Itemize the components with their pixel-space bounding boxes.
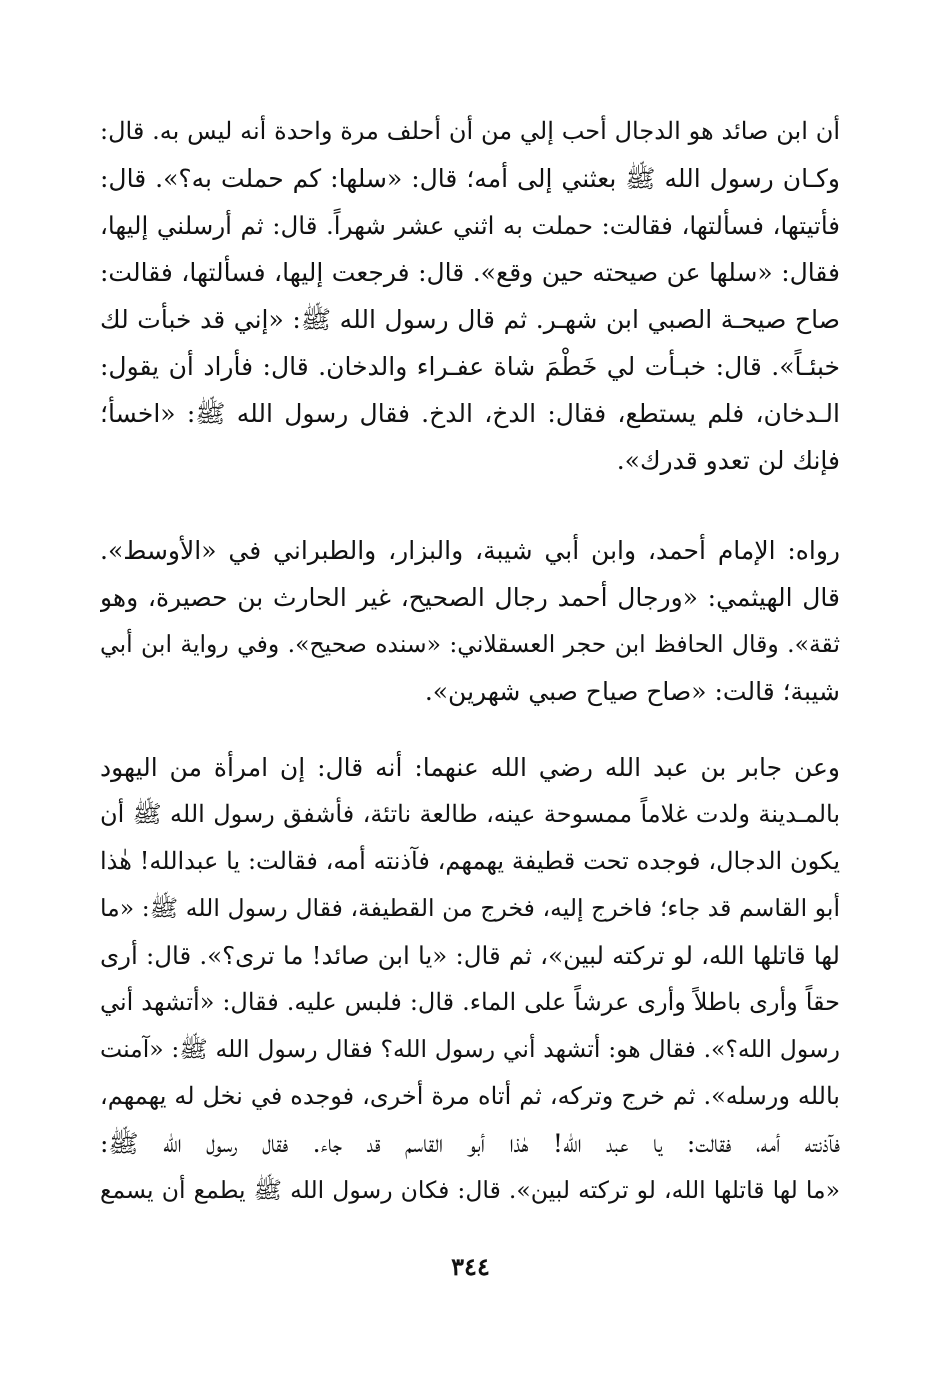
text-line: يكون الدجال، فوجده تحت قطيفة يهمهم، فآذنته أمه، فقالت: يا عبدالله! هٰذا <box>100 847 840 875</box>
text-line: أن ابن صائد هو الدجال أحب إلي من أن أحلف مرة واحدة أنه ليس به. قال: <box>100 117 840 145</box>
text-line: فأتيتها، فسألتها، فقالت: حملت به اثني عشر شهراً. قال: ثم أرسلني إليها، <box>100 211 840 240</box>
text-line: فإنك لن تعدو قدرك». <box>616 446 840 475</box>
text-line: رواه: الإمام أحمد، وابن أبي شيبة، والبزار، والطبراني في «الأوسط». <box>100 536 840 565</box>
text-line: قال الهيثمي: «ورجال أحمد رجال الصحيح، غير الحارث بن حصيرة، وهو <box>100 583 840 612</box>
page-number: ٣٤٤ <box>451 1252 490 1281</box>
text-line: فآذنته أمه، فقالت: يا عبد الله! هٰذا أبو القاسم قد جاء. فقال رسول الله ﷺ: <box>100 1129 840 1158</box>
text-line: رسول الله؟». فقال هو: أتشهد أني رسول الله؟ فقال رسول الله ﷺ: «آمنت <box>100 1035 840 1063</box>
text-line: بالله ورسله». ثم خرج وتركه، ثم أتاه مرة أخرى، فوجده في نخل له يهمهم، <box>100 1082 840 1110</box>
paragraph-hadith-jabir <box>100 744 840 1214</box>
text-line: «ما لها قاتلها الله، لو تركته لبين». قال: فكان رسول الله ﷺ يطمع أن يسمع <box>100 1176 840 1204</box>
text-line: خبئـاً». قال: خبـأت لي خَطْمَ شاة عفـراء والدخان. قال: فأراد أن يقول: <box>100 352 840 381</box>
text-line: ثقة». وقال الحافظ ابن حجر العسقلاني: «سنده صحيح». وفي رواية ابن أبي <box>100 630 840 658</box>
text-line: حقاً وأرى باطلاً وأرى عرشاً على الماء. قال: فلبس عليه. فقال: «أتشهد أني <box>100 988 840 1016</box>
text-line: وكـان رسول الله ﷺ بعثني إلى أمه؛ قال: «سلها: كم حملت به؟». قال: <box>100 164 840 193</box>
text-line: بالمـدينة ولدت غلاماً ممسوحة عينه، طالعة ناتئة، فأشفق رسول الله ﷺ أن <box>100 800 840 828</box>
text-line: الـدخان، فلم يستطع، فقال: الدخ، الدخ. فقال رسول الله ﷺ: «اخسأ؛ <box>100 399 840 428</box>
text-line: شيبة؛ قالت: «صاح صياح صبي شهرين». <box>424 677 840 706</box>
text-line: أبو القاسم قد جاء؛ فاخرج إليه، فخرج من القطيفة، فقال رسول الله ﷺ: «ما <box>100 894 840 922</box>
text-line: لها قاتلها الله، لو تركته لبين»، ثم قال: «يا ابن صائد! ما ترى؟». قال: أرى <box>100 941 840 970</box>
text-line: فقال: «سلها عن صيحته حين وقع». قال: فرجعت إليها، فسألتها، فقالت: <box>100 258 840 287</box>
paragraph-narration-sources <box>100 527 840 715</box>
paragraph-hadith-ibn-saed <box>100 108 840 484</box>
text-line: صاح صيحـة الصبي ابن شهـر. ثم قال رسول الله ﷺ: «إني قد خبأت لك <box>100 305 840 334</box>
text-line: وعن جابر بن عبد الله رضي الله عنهما: أنه قال: إن امرأة من اليهود <box>100 753 840 782</box>
